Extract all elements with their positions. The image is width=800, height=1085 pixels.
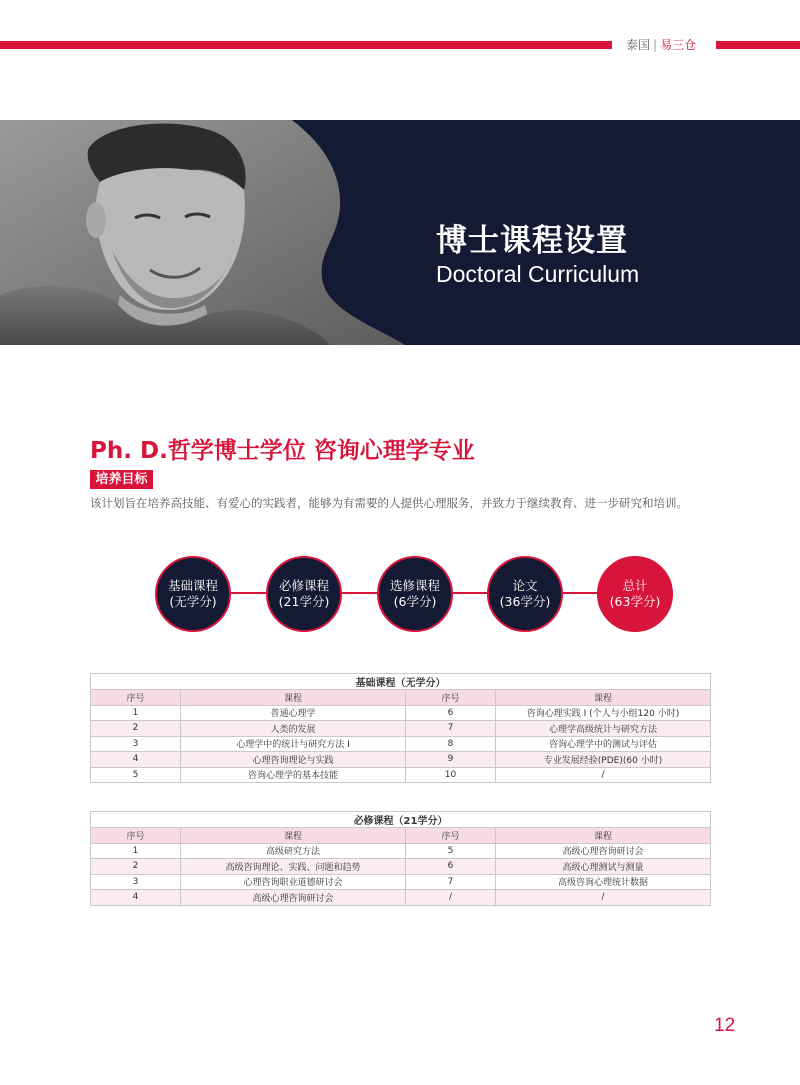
basic-courses-table [90, 673, 711, 783]
table-row [91, 736, 711, 752]
table-header-row [91, 828, 711, 844]
table-cell: 咨询心理学中的测试与评估 [496, 736, 711, 752]
table-cell: 10 [406, 767, 496, 783]
banner-subtitle: Doctoral Curriculum [436, 261, 640, 287]
brand-separator: | [653, 38, 658, 52]
credit-name: 选修课程 [389, 578, 440, 593]
table-cell: 高级咨询心理统计数据 [496, 874, 711, 890]
table-caption-row [91, 674, 711, 690]
table-cell: 普通心理学 [181, 705, 406, 721]
table-row [91, 890, 711, 906]
table-cell: 高级咨询理论、实践、问题和趋势 [181, 859, 406, 875]
brand-label [626, 36, 696, 53]
table-cell: 6 [406, 859, 496, 875]
table-caption: 基础课程（无学分） [91, 674, 711, 690]
column-header: 序号 [406, 828, 496, 844]
table-cell: 心理咨询职业道德研讨会 [181, 874, 406, 890]
credit-circle-basic [155, 556, 231, 632]
column-header: 序号 [91, 690, 181, 706]
top-accent-bar-left [0, 41, 612, 49]
table-cell: 专业发展经验(PDE)(60 小时) [496, 752, 711, 768]
top-accent-bar-right [716, 41, 800, 49]
table-cell: / [496, 890, 711, 906]
table-cell: 1 [91, 705, 181, 721]
table-cell: / [406, 890, 496, 906]
column-header: 课程 [496, 828, 711, 844]
brand-name: 易三仓 [660, 38, 697, 52]
table-cell: 2 [91, 859, 181, 875]
credit-circle-elective [377, 556, 453, 632]
page-number: 12 [714, 1015, 736, 1036]
table-cell: 4 [91, 752, 181, 768]
credit-name: 基础课程 [167, 578, 218, 593]
table-cell: 7 [406, 721, 496, 737]
table-cell: 5 [406, 843, 496, 859]
banner-title: 博士课程设置 [436, 223, 628, 259]
table-cell: 心理学高级统计与研究方法 [496, 721, 711, 737]
column-header: 序号 [406, 690, 496, 706]
credit-circle-required [266, 556, 342, 632]
table-cell: 9 [406, 752, 496, 768]
objective-tag: 培养目标 [90, 470, 153, 489]
table-cell: 3 [91, 736, 181, 752]
credit-name: 论文 [512, 578, 538, 593]
table-cell: 7 [406, 874, 496, 890]
table-row [91, 843, 711, 859]
column-header: 课程 [181, 828, 406, 844]
table-row [91, 705, 711, 721]
table-cell: 1 [91, 843, 181, 859]
table-row [91, 721, 711, 737]
table-row [91, 767, 711, 783]
table-row [91, 874, 711, 890]
table-cell: 5 [91, 767, 181, 783]
table-cell: 心理咨询理论与实践 [181, 752, 406, 768]
credit-value: (63学分) [609, 594, 661, 609]
table-cell: 人类的发展 [181, 721, 406, 737]
table-cell: / [496, 767, 711, 783]
table-caption: 必修课程（21学分） [91, 812, 711, 828]
credit-value: (6学分) [393, 594, 437, 609]
credit-value: (36学分) [499, 594, 551, 609]
program-title: Ph. D.哲学博士学位 咨询心理学专业 [90, 438, 475, 464]
table-cell: 咨询心理学的基本技能 [181, 767, 406, 783]
table-cell: 高级研究方法 [181, 843, 406, 859]
table-cell: 8 [406, 736, 496, 752]
column-header: 课程 [181, 690, 406, 706]
table-cell: 4 [91, 890, 181, 906]
table-row [91, 752, 711, 768]
credit-value: (21学分) [278, 594, 330, 609]
table-cell: 6 [406, 705, 496, 721]
required-courses-table [90, 811, 711, 906]
credit-circle-total [597, 556, 673, 632]
credit-name: 总计 [622, 578, 648, 593]
table-cell: 2 [91, 721, 181, 737]
table-cell: 高级心理咨询研讨会 [496, 843, 711, 859]
table-cell: 高级心理咨询研讨会 [181, 890, 406, 906]
table-cell: 3 [91, 874, 181, 890]
table-caption-row [91, 812, 711, 828]
credit-value: (无学分) [169, 594, 217, 609]
brand-country: 泰国 [626, 38, 651, 52]
credit-name: 必修课程 [278, 578, 329, 593]
column-header: 序号 [91, 828, 181, 844]
table-cell: 心理学中的统计与研究方法 I [181, 736, 406, 752]
credit-circle-thesis [487, 556, 563, 632]
banner-photo [0, 120, 800, 345]
table-row [91, 859, 711, 875]
column-header: 课程 [496, 690, 711, 706]
program-description: 该计划旨在培养高技能、有爱心的实践者，能够为有需要的人提供心理服务，并致力于继续教育、进一步研究和培训。 [90, 496, 688, 510]
table-cell: 高级心理测试与测量 [496, 859, 711, 875]
table-cell: 咨询心理实践 I (个人与小组120 小时) [496, 705, 711, 721]
table-header-row [91, 690, 711, 706]
banner [0, 120, 800, 345]
